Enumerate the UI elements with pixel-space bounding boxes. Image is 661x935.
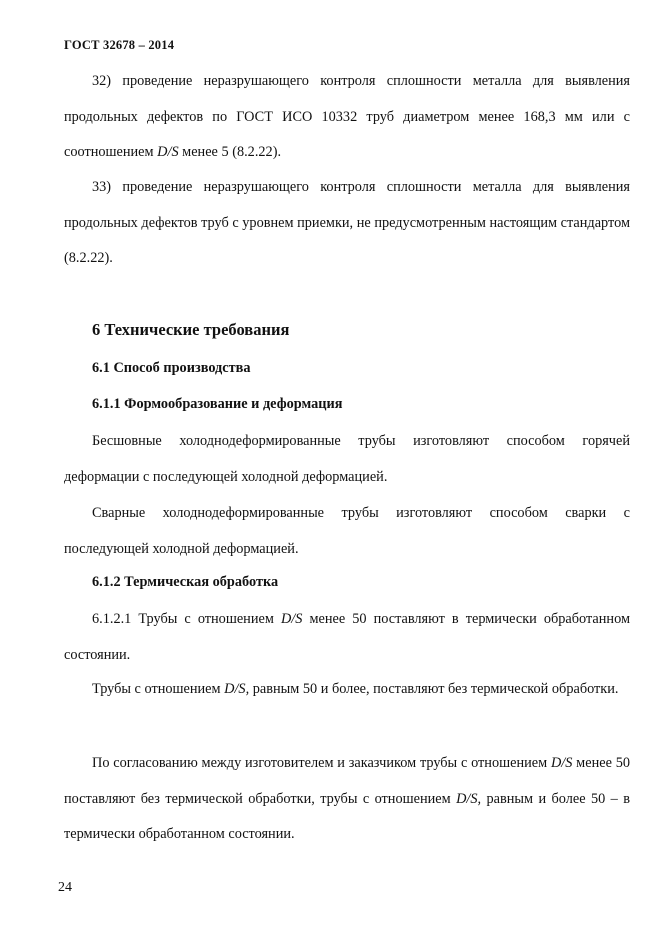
list-item-32 (64, 64, 630, 171)
paragraph-no-heat-treatment: Трубы с отношением D/S, равным 50 и более, поставляют без термической обработки. (92, 681, 619, 697)
list-item-text: 32) проведение неразрушающего контроля сплошности металла для выявления продольных дефектов по ГОСТ ИСО 10332 труб диаметром менее 168,3 мм или с соотношением D/S менее 5 (8.2.22). (64, 73, 630, 160)
subsection-title-6-1: 6.1 Способ производства (92, 360, 251, 376)
document-header: ГОСТ 32678 – 2014 (64, 38, 175, 52)
subsection-title-6-1-2: 6.1.2 Термическая обработка (92, 574, 279, 590)
section-title: 6 Технические требования (92, 320, 290, 339)
list-item-33 (64, 170, 630, 277)
paragraph-6-1-2-1: 6.1.2.1 Трубы с отношением D/S менее 50 поставляют в термически обработанном состоянии. (64, 611, 630, 663)
paragraph-seamless-tubes: Бесшовные холоднодеформированные трубы изготовляют способом горячей деформации с последующей холодной деформацией. (64, 433, 630, 485)
paragraph-welded-tubes: Сварные холоднодеформированные трубы изготовляют способом сварки с последующей холодной деформацией. (64, 505, 630, 557)
subsection-title-6-1-1: 6.1.1 Формообразование и деформация (92, 396, 343, 412)
list-item-text: 33) проведение неразрушающего контроля сплошности металла для выявления продольных дефектов труб с уровнем приемки, не предусмотренным настоящим стандартом (8.2.22). (64, 179, 630, 266)
paragraph-agreement: По согласованию между изготовителем и заказчиком трубы с отношением D/S менее 50 поставляют без термической обработки, трубы с отношением D/S, равным и более 50 – в термически обработанном состоянии. (64, 755, 630, 842)
page-number: 24 (58, 880, 72, 895)
